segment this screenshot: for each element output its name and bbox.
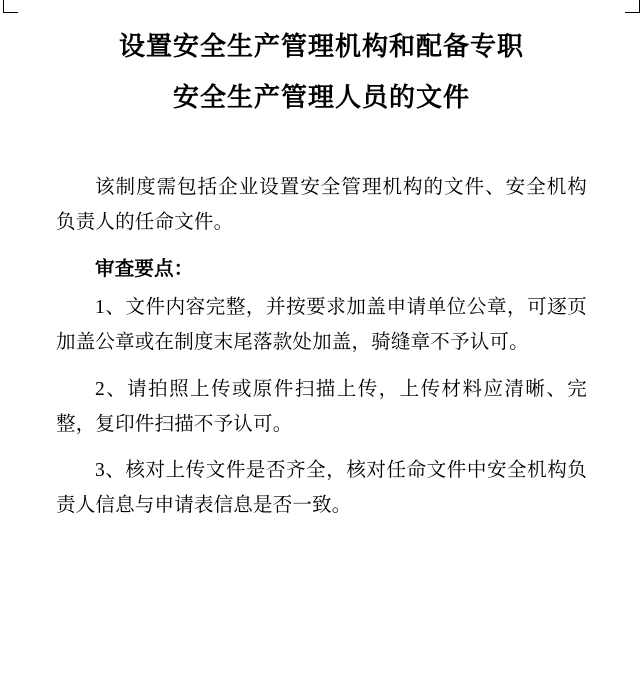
page-title bbox=[56, 22, 587, 123]
paragraph-point-1: 1、文件内容完整，并按要求加盖申请单位公章，可逐页加盖公章或在制度末尾落款处加盖，骑缝章不予认可。 bbox=[56, 297, 587, 354]
paragraph-point-3: 3、核对上传文件是否齐全，核对任命文件中安全机构负责人信息与申请表信息是否一致。 bbox=[56, 460, 587, 516]
page-title-line-1: 设置安全生产管理机构和配备专职 bbox=[118, 32, 524, 61]
paragraph-review-points-heading: 审查要点： bbox=[95, 258, 194, 280]
paragraph-point-2: 2、请拍照上传或原件扫描上传，上传材料应清晰、完整，复印件扫描不予认可。 bbox=[56, 378, 587, 435]
page-title-line-2: 安全生产管理人员的文件 bbox=[172, 82, 470, 112]
document-body bbox=[56, 171, 587, 523]
paragraph-intro: 该制度需包括企业设置安全管理机构的文件、安全机构负责人的任命文件。 bbox=[56, 177, 587, 234]
